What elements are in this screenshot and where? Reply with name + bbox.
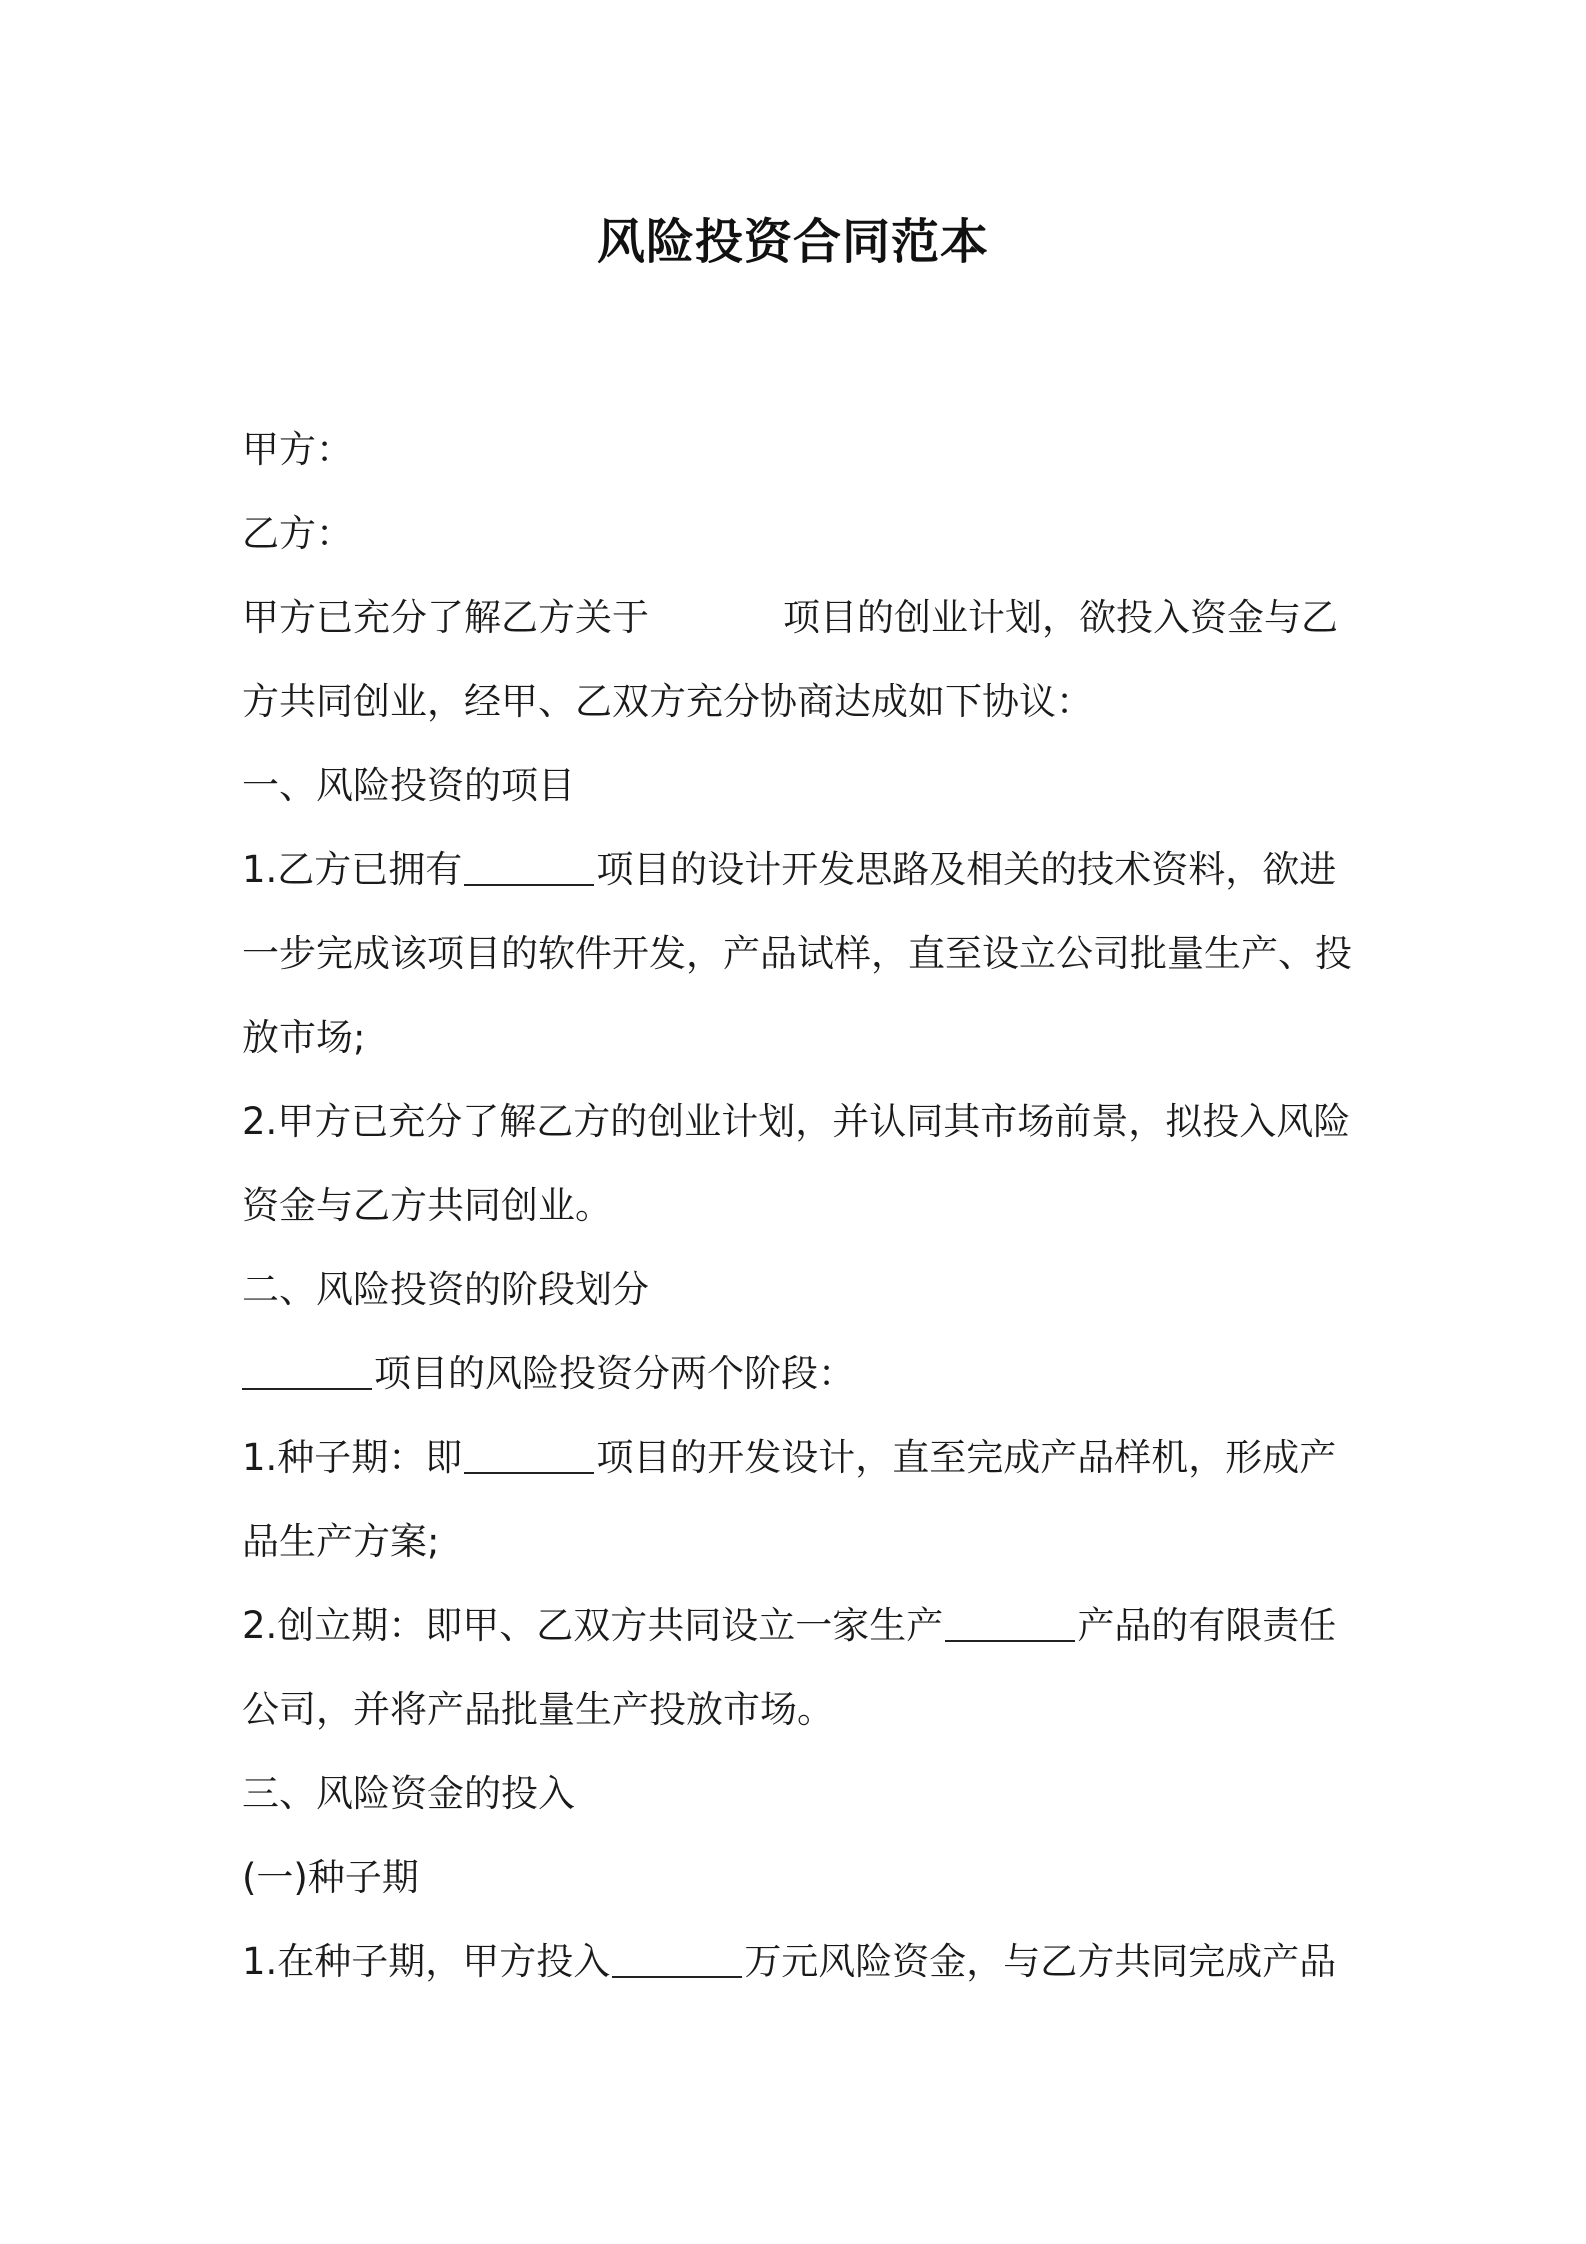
line-text: 乙方：	[242, 512, 353, 555]
line-text: 2.甲方已充分了解乙方的创业计划，并认同其市场前景，拟投入风险	[242, 1100, 1351, 1143]
section-heading	[242, 744, 1352, 828]
paragraph-line	[242, 408, 1352, 492]
line-text: (一)种子期	[242, 1856, 419, 1899]
paragraph-line	[242, 1164, 1352, 1248]
paragraph-line	[242, 660, 1352, 744]
line-text: 1.在种子期，甲方投入	[242, 1940, 611, 1983]
paragraph-line	[242, 1920, 1352, 2004]
line-text: 一、风险投资的项目	[242, 764, 575, 807]
document-body	[242, 408, 1352, 2004]
line-text: 甲方已充分了解乙方关于	[242, 596, 649, 639]
line-text: 项目的风险投资分两个阶段：	[374, 1352, 855, 1395]
line-text: 2.创立期：即甲、乙双方共同设立一家生产	[242, 1604, 944, 1647]
fill-in-blank	[464, 1432, 594, 1474]
fill-in-blank	[464, 844, 594, 886]
paragraph-line	[242, 1584, 1352, 1668]
line-text: 项目的设计开发思路及相关的技术资料，欲进	[596, 848, 1337, 891]
line-text: 公司，并将产品批量生产投放市场。	[242, 1688, 834, 1731]
section-heading	[242, 1248, 1352, 1332]
line-text: 万元风险资金，与乙方共同完成产品	[744, 1940, 1337, 1983]
paragraph-line	[242, 1416, 1352, 1500]
subsection-heading	[242, 1836, 1352, 1920]
blank-space	[651, 594, 781, 634]
line-text: 项目的开发设计，直至完成产品样机，形成产	[596, 1436, 1337, 1479]
line-text: 1.乙方已拥有	[242, 848, 463, 891]
line-text: 方共同创业，经甲、乙双方充分协商达成如下协议：	[242, 680, 1093, 723]
section-heading	[242, 1752, 1352, 1836]
paragraph-line	[242, 576, 1352, 660]
line-text: 三、风险资金的投入	[242, 1772, 575, 1815]
line-text: 品生产方案;	[242, 1520, 440, 1563]
line-text: 资金与乙方共同创业。	[242, 1184, 612, 1227]
line-text: 项目的创业计划，欲投入资金与乙	[783, 596, 1338, 639]
paragraph-line	[242, 1668, 1352, 1752]
line-text: 二、风险投资的阶段划分	[242, 1268, 649, 1311]
line-text: 甲方：	[242, 428, 353, 471]
paragraph-line	[242, 1500, 1352, 1584]
line-text: 放市场;	[242, 1016, 366, 1059]
paragraph-line	[242, 1332, 1352, 1416]
document-title: 风险投资合同范本	[596, 214, 989, 270]
fill-in-blank	[945, 1600, 1075, 1642]
paragraph-line	[242, 996, 1352, 1080]
line-text: 产品的有限责任	[1077, 1604, 1337, 1647]
line-text: 1.种子期：即	[242, 1436, 463, 1479]
paragraph-line	[242, 828, 1352, 912]
paragraph-line	[242, 492, 1352, 576]
paragraph-line	[242, 912, 1352, 996]
fill-in-blank	[242, 1348, 372, 1390]
paragraph-line	[242, 1080, 1352, 1164]
line-text: 一步完成该项目的软件开发，产品试样，直至设立公司批量生产、投	[242, 932, 1352, 975]
fill-in-blank	[612, 1936, 742, 1978]
